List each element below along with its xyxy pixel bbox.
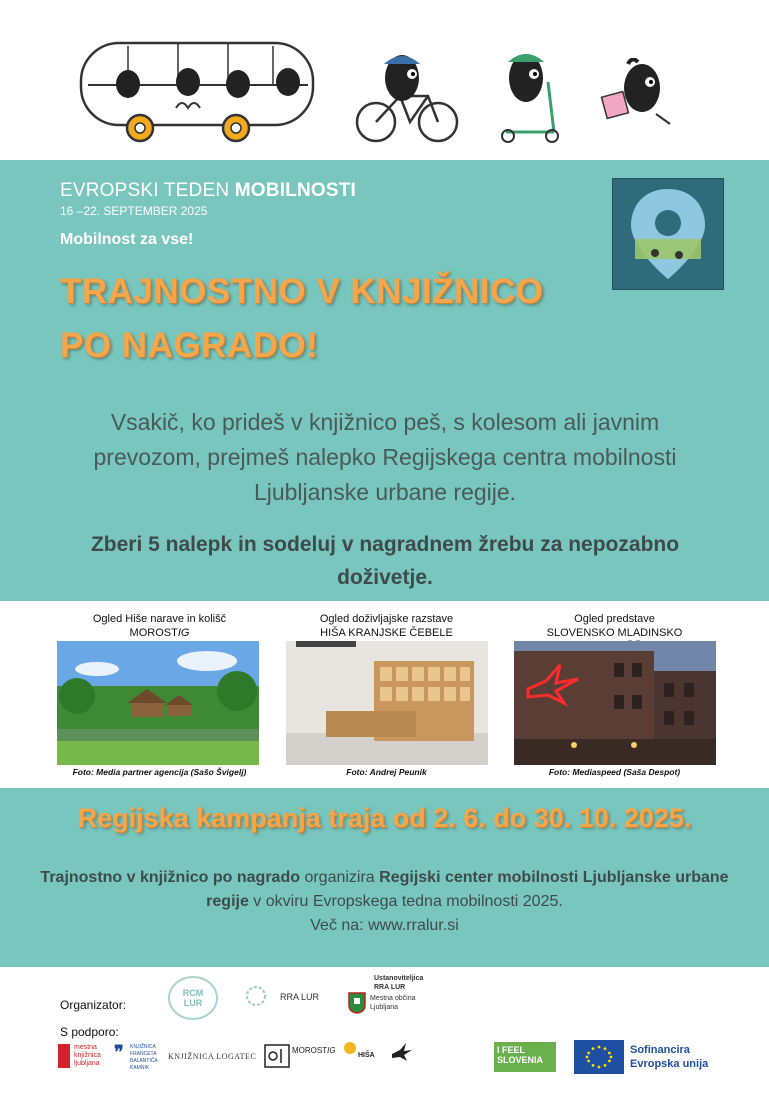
support-label: S podporo: xyxy=(60,1025,119,1039)
scooter-illustration xyxy=(496,48,566,144)
prize-3-title: Ogled predstave SLOVENSKO MLADINSKO xyxy=(546,613,683,639)
walker-with-bag-illustration xyxy=(598,58,682,130)
mol-name: Mestna občina Ljubljana xyxy=(370,995,416,1011)
event-dates: 16 –22. SEPTEMBER 2025 xyxy=(60,204,208,218)
prize-2-title: Ogled doživljajske razstave HIŠA KRANJSKE ČEBELE xyxy=(319,613,454,639)
rra-circle-icon xyxy=(244,984,268,1008)
prize-1-photo xyxy=(57,641,259,765)
rcm-lur-logo: RCM LUR xyxy=(168,976,218,1020)
organizer-label: Organizator: xyxy=(60,998,127,1012)
slogan: Mobilnost za vse! xyxy=(60,231,194,248)
bee-icon xyxy=(344,1042,356,1054)
illustration-band xyxy=(0,0,769,160)
founder-label: Ustanoviteljica RRA LUR xyxy=(374,975,424,991)
eu-cofinanced-text: Sofinancira Evropska unija xyxy=(630,1044,709,1070)
prize-2-photo xyxy=(286,641,488,765)
quote-mark-icon: ❞ xyxy=(114,1042,124,1062)
intro-paragraph: Vsakič, ko prideš v knjižnico peš, s kolesom ali javnim prevozom, prejmeš nalepko Regijskega centra mobilnosti Ljubljanske urbane regije. xyxy=(93,409,677,505)
prize-3-photo xyxy=(514,641,716,765)
prize-2-caption: Foto: Andrej Peunik xyxy=(346,767,427,777)
bus-illustration xyxy=(78,40,318,144)
bird-logo-icon xyxy=(390,1042,412,1068)
i-feel-slovenia-logo: I FEEL SLOVENIA xyxy=(494,1042,556,1072)
morostig-logo: MOROSTIG xyxy=(264,1044,334,1070)
morostig-mark-icon xyxy=(264,1044,290,1068)
eu-flag-icon xyxy=(574,1040,624,1074)
logatec-logo: KNJIŽNICA LOGATEC xyxy=(168,1052,257,1061)
headline-line-1: TRAJNOSTNO V KNJIŽNICO xyxy=(60,272,544,311)
prize-3-caption: Foto: Mediaspeed (Saša Despot) xyxy=(548,767,681,777)
mklj-mark-icon xyxy=(58,1044,70,1068)
prize-1-title: Ogled Hiše narave in kolišč MOROSTIG xyxy=(92,613,227,639)
mklj-logo: mestna knjižnica ljubljana xyxy=(58,1042,108,1070)
more-info-link[interactable]: Več na: www.rralur.si xyxy=(310,917,459,934)
mobility-week-pin-image xyxy=(612,178,724,290)
event-name: EVROPSKI TEDEN MOBILNOSTI xyxy=(60,180,357,201)
organizer-paragraph: Trajnostno v knjižnico po nagrado organizira Regijski center mobilnosti Ljubljanske urbane regije v okviru Evropskega tedna mobilnosti 2025. Več na: www.rralur.si xyxy=(40,869,729,934)
collect-stickers-paragraph: Zberi 5 nalepk in sodeluj v nagradnem žrebu za nepozabno doživetje. xyxy=(90,533,680,589)
headline-line-2: PO NAGRADO! xyxy=(60,326,319,365)
mol-coat-of-arms-icon xyxy=(348,992,366,1014)
location-pin-icon xyxy=(613,179,723,289)
hisa-logo: HIŠA xyxy=(344,1042,380,1072)
prize-1-caption: Foto: Media partner agencija (Sašo Švigelj) xyxy=(72,767,247,777)
campaign-dates: Regijska kampanja traja od 2. 6. do 30. 10. 2025. xyxy=(77,803,692,833)
bk-logo: ❞ KNJIŽNICA FRANCETA BALANTIČA KAMNIK xyxy=(114,1042,158,1071)
cyclist-illustration xyxy=(354,50,460,144)
rra-lur-logo: RRA LUR xyxy=(244,984,334,1010)
